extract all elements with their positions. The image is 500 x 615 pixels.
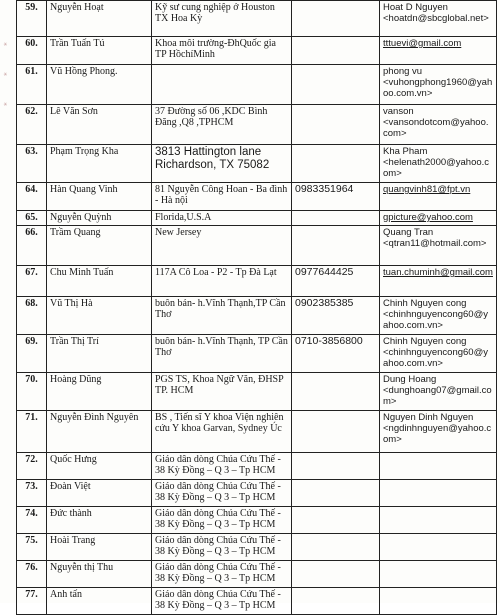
row-number: 60.: [17, 37, 47, 65]
address: [152, 65, 292, 105]
table-row: [17, 588, 497, 615]
person-name: Trầm Quang: [47, 226, 152, 266]
address: 81 Nguyễn Công Hoan - Ba đình - Hà nội: [152, 183, 292, 211]
margin-marks: ∗ ∗ ∗: [1, 41, 10, 107]
phone-number: [292, 37, 380, 65]
row-number: 64.: [17, 183, 47, 211]
table-row: [17, 534, 497, 561]
row-number: 71.: [17, 411, 47, 453]
phone-number: 0983351964: [292, 183, 380, 211]
person-name: Hoài Trang: [47, 534, 152, 561]
email-address[interactable]: <vansondotcom@yahoo.com>: [383, 117, 489, 139]
email-cell: [380, 183, 497, 211]
person-name: Đoàn Việt: [47, 480, 152, 507]
phone-number: [292, 411, 380, 453]
phone-number: 0710-3856800: [292, 335, 380, 373]
table-row: [17, 561, 497, 588]
address: 117A Cô Loa - P2 - Tp Đà Lạt: [152, 266, 292, 297]
email-address[interactable]: tuan.chuminh@gmail.com: [383, 267, 493, 278]
phone-number: [292, 453, 380, 480]
email-cell: [380, 411, 497, 453]
email-display-name: vanson: [383, 106, 414, 117]
table-row: [17, 411, 497, 453]
email-cell: [380, 453, 497, 480]
email-display-name: Nguyen Dinh Nguyen: [383, 412, 474, 423]
person-name: Phạm Trọng Kha: [47, 145, 152, 183]
table-row: [17, 507, 497, 534]
row-number: 67.: [17, 266, 47, 297]
table-body: [17, 1, 497, 615]
address: 37 Đường số 06 ,KDC Bình Đăng ,Q8 ,TPHCM: [152, 105, 292, 145]
phone-number: [292, 226, 380, 266]
row-number: 66.: [17, 226, 47, 266]
table-row: [17, 480, 497, 507]
row-number: 65.: [17, 211, 47, 226]
email-cell: [380, 534, 497, 561]
email-display-name: Dung Hoang: [383, 374, 437, 385]
email-cell: [380, 335, 497, 373]
email-address[interactable]: <chinhnguyencong60@yahoo.com.vn>: [383, 309, 488, 331]
email-cell: [380, 297, 497, 335]
address: Giáo dân dòng Chúa Cứu Thế - 38 Kỳ Đồng – Q 3 – Tp HCM: [152, 480, 292, 507]
address: BS , Tiến sĩ Y khoa Viện nghiên cứu Y khoa Garvan, Sydney Úc: [152, 411, 292, 453]
address: PGS TS, Khoa Ngữ Văn, ĐHSP TP. HCM: [152, 373, 292, 411]
table-row: [17, 226, 497, 266]
email-cell: [380, 37, 497, 65]
table-row: [17, 211, 497, 226]
table-row: [17, 266, 497, 297]
address: buôn bán- h.Vĩnh Thạnh, TP Cần Thơ: [152, 335, 292, 373]
email-cell: [380, 588, 497, 615]
phone-number: [292, 373, 380, 411]
table-row: [17, 183, 497, 211]
row-number: 61.: [17, 65, 47, 105]
phone-number: [292, 507, 380, 534]
address: New Jersey: [152, 226, 292, 266]
row-number: 75.: [17, 534, 47, 561]
email-cell: [380, 105, 497, 145]
row-number: 69.: [17, 335, 47, 373]
email-display-name: Chinh Nguyen cong: [383, 336, 467, 347]
row-number: 62.: [17, 105, 47, 145]
address: Khoa môi trường-ĐhQuốc gia TP HồchíMinh: [152, 37, 292, 65]
row-number: 63.: [17, 145, 47, 183]
person-name: Anh tấn: [47, 588, 152, 615]
email-cell: [380, 480, 497, 507]
email-address[interactable]: tttuevi@gmail.com: [383, 38, 462, 49]
person-name: Nguyễn thị Thu: [47, 561, 152, 588]
row-number: 72.: [17, 453, 47, 480]
person-name: Quốc Hưng: [47, 453, 152, 480]
phone-number: [292, 480, 380, 507]
email-display-name: Quang Tran: [383, 227, 434, 238]
email-cell: [380, 65, 497, 105]
person-name: Vũ Thị Hà: [47, 297, 152, 335]
table-row: [17, 1, 497, 37]
contact-table: [16, 0, 497, 615]
phone-number: 0977644425: [292, 266, 380, 297]
email-address[interactable]: <vuhongphong1960@yahoo.com.vn>: [383, 77, 493, 99]
table-row: [17, 65, 497, 105]
email-display-name: Chinh Nguyen cong: [383, 298, 467, 309]
email-cell: [380, 211, 497, 226]
phone-number: [292, 145, 380, 183]
address: Giáo dân dòng Chúa Cứu Thế - 38 Kỳ Đồng – Q 3 – Tp HCM: [152, 534, 292, 561]
row-number: 76.: [17, 561, 47, 588]
email-address[interactable]: <ngdinhnguyen@yahoo.com>: [383, 423, 492, 445]
person-name: Nguyễn Hoạt: [47, 1, 152, 37]
person-name: Hoàng Dũng: [47, 373, 152, 411]
address: Giáo dân dòng Chúa Cứu Thế - 38 Kỳ Đồng – Q 3 – Tp HCM: [152, 561, 292, 588]
person-name: Nguyễn Đình Nguyên: [47, 411, 152, 453]
email-address[interactable]: <qtran11@hotmail.com>: [383, 238, 487, 249]
address: Florida,U.S.A: [152, 211, 292, 226]
address: Kỹ sư cung nghiệp ở Houston TX Hoa Kỳ: [152, 1, 292, 37]
email-cell: [380, 507, 497, 534]
table-row: [17, 453, 497, 480]
email-address[interactable]: <helenath2000@yahoo.com>: [383, 157, 490, 179]
phone-number: [292, 534, 380, 561]
row-number: 70.: [17, 373, 47, 411]
person-name: Lê Văn Sơn: [47, 105, 152, 145]
email-cell: [380, 145, 497, 183]
table-row: [17, 297, 497, 335]
phone-number: [292, 1, 380, 37]
table-row: [17, 145, 497, 183]
email-cell: [380, 1, 497, 37]
email-display-name: Kha Pham: [383, 146, 428, 157]
phone-number: 0902385385: [292, 297, 380, 335]
email-cell: [380, 561, 497, 588]
person-name: Chu Minh Tuấn: [47, 266, 152, 297]
person-name: Trần Thị Trí: [47, 335, 152, 373]
person-name: Vũ Hồng Phong.: [47, 65, 152, 105]
person-name: Trần Tuấn Tú: [47, 37, 152, 65]
address: buôn bán- h.Vĩnh Thạnh,TP Cần Thơ: [152, 297, 292, 335]
email-cell: [380, 373, 497, 411]
row-number: 74.: [17, 507, 47, 534]
address: Giáo dân dòng Chúa Cứu Thế - 38 Kỳ Đồng – Q 3 – Tp HCM: [152, 507, 292, 534]
row-number: 77.: [17, 588, 47, 615]
address: 3813 Hattington lane Richardson, TX 75082: [152, 145, 292, 183]
email-display-name: phong vu: [383, 66, 423, 77]
email-cell: [380, 266, 497, 297]
phone-number: [292, 65, 380, 105]
table-row: [17, 373, 497, 411]
email-display-name: Hoat D Nguyen: [383, 2, 448, 13]
address: Giáo dân dòng Chúa Cứu Thế - 38 Kỳ Đồng – Q 3 – Tp HCM: [152, 453, 292, 480]
row-number: 68.: [17, 297, 47, 335]
person-name: Nguyễn Quỳnh: [47, 211, 152, 226]
table-row: [17, 105, 497, 145]
email-address[interactable]: <hoatdn@sbcglobal.net>: [383, 13, 489, 24]
person-name: Đức thành: [47, 507, 152, 534]
row-number: 59.: [17, 1, 47, 37]
email-address[interactable]: <dunghoang07@gmail.com>: [383, 385, 492, 407]
phone-number: [292, 211, 380, 226]
email-address[interactable]: <chinhnguyencong60@yahoo.com.vn>: [383, 347, 488, 369]
phone-number: [292, 105, 380, 145]
phone-number: [292, 561, 380, 588]
email-address[interactable]: gpicture@yahoo.com: [383, 212, 473, 223]
table-row: [17, 335, 497, 373]
phone-number: [292, 588, 380, 615]
email-address[interactable]: quangvinh81@fpt.vn: [383, 184, 471, 195]
table-row: [17, 37, 497, 65]
person-name: Hàn Quang Vinh: [47, 183, 152, 211]
address: Giáo dân dòng Chúa Cứu Thế - 38 Kỳ Đồng – Q 3 – Tp HCM: [152, 588, 292, 615]
email-cell: [380, 226, 497, 266]
row-number: 73.: [17, 480, 47, 507]
